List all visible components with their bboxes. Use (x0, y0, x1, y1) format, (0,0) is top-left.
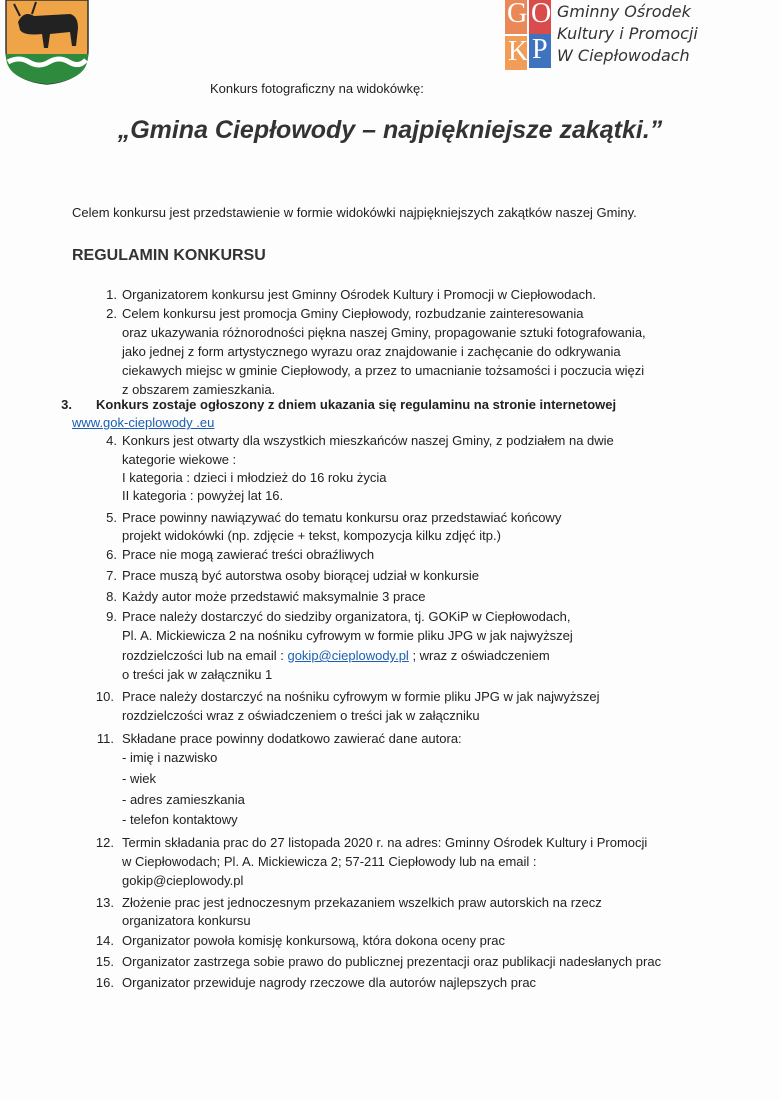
item-line-text: - imię i nazwisko (122, 750, 218, 765)
item-number: 9. (106, 609, 117, 624)
item-line (122, 628, 573, 643)
subtitle: Konkurs fotograficzny na widokówkę: (210, 81, 424, 96)
item-line (122, 470, 386, 485)
item-line-text: Organizator zastrzega sobie prawo do publicznej prezentacji oraz publikacji nadesłanych prac (122, 954, 662, 969)
item-line-text: - adres zamieszkania (122, 792, 245, 807)
item-line (122, 528, 501, 543)
gok-name-line: Gminny Ośrodek (557, 2, 691, 21)
item-line (122, 792, 245, 807)
item-line (122, 568, 479, 583)
item-line (122, 648, 550, 663)
item-line-text: rozdzielczości wraz z oświadczeniem o treści jak w załączniku (122, 708, 480, 723)
item-line (122, 771, 156, 786)
gok-name-line: W Ciepłowodach (557, 46, 690, 65)
item-line-text: ; wraz z oświadczeniem (408, 648, 550, 663)
item-line (122, 452, 236, 467)
item-line-text: Organizator przewiduje nagrody rzeczowe dla autorów najlepszych prac (122, 975, 537, 990)
item-line (122, 913, 251, 928)
item-line-text: z obszarem zamieszkania. (122, 382, 276, 397)
item-line-text: - telefon kontaktowy (122, 812, 238, 827)
item-line-text: Pl. A. Mickiewicza 2 na nośniku cyfrowym w formie pliku JPG w jak najwyższej (122, 628, 573, 643)
item-line (122, 750, 217, 765)
gok-name-line: Kultury i Promocji (557, 24, 698, 43)
item-line (122, 488, 283, 503)
item-line-text: oraz ukazywania różnorodności piękna naszej Gminy, propagowanie sztuki fotografowania, (122, 325, 646, 340)
page-title: „Gmina Ciepłowody – najpiękniejsze zakątki.” (117, 116, 663, 144)
gmina-crest-logo (4, 0, 90, 86)
item-line (122, 363, 644, 378)
item-line-text: I kategoria : dzieci i młodzież do 16 roku życia (122, 470, 387, 485)
item-line-text: jako jednej z form artystycznego wyrazu oraz znajdowanie i zachęcanie do odkrywania (122, 344, 621, 359)
item-line (122, 344, 621, 359)
item-number: 15. (95, 954, 114, 969)
item-line-text: Organizator powoła komisję konkursową, która dokona oceny prac (122, 933, 505, 948)
item-line (122, 287, 596, 302)
item-number: 5. (106, 510, 117, 525)
item-line-text: Termin składania prac do 27 listopada 2020 r. na adres: Gminny Ośrodek Kultury i Promocji (122, 835, 648, 850)
item-line-text: Prace muszą być autorstwa osoby biorącej udział w konkursie (122, 568, 479, 583)
item-line-text: Prace nie mogą zawierać treści obraźliwych (122, 547, 375, 562)
item-line (122, 306, 583, 321)
item-line (122, 609, 570, 624)
item-number: 6. (106, 547, 117, 562)
item-line-text: o treści jak w załączniku 1 (122, 667, 273, 682)
item-number: 1. (106, 287, 117, 302)
item-line (122, 547, 374, 562)
item-number: 4. (106, 433, 117, 448)
item-line (122, 433, 614, 448)
item-number: 3. (61, 397, 72, 412)
item-line-text: Każdy autor może przedstawić maksymalnie 3 prace (122, 589, 426, 604)
item-line (122, 975, 536, 990)
item-line (122, 895, 602, 910)
section-heading: REGULAMIN KONKURSU (72, 247, 266, 264)
item-line-text: Konkurs jest otwarty dla wszystkich mieszkańców naszej Gminy, z podziałem na dwie (122, 433, 614, 448)
item-line-text: Konkurs zostaje ogłoszony z dniem ukazania się regulaminu na stronie internetowej (96, 397, 617, 412)
item-line (122, 667, 272, 682)
item-line (122, 589, 425, 604)
item-line (122, 382, 275, 397)
item-number: 14. (95, 933, 114, 948)
item-number: 2. (106, 306, 117, 321)
website-link[interactable]: www.gok-cieplowody .eu (72, 415, 215, 430)
item-line (122, 731, 462, 746)
item-line-text: gokip@cieplowody.pl (122, 873, 244, 888)
item-line (122, 510, 561, 525)
intro-text: Celem konkursu jest przedstawienie w formie widokówki najpiękniejszych zakątków naszej Gminy. (72, 205, 637, 220)
item-line (122, 689, 600, 704)
item-number: 7. (106, 568, 117, 583)
item-line-text: - wiek (122, 771, 156, 786)
item-line-text: w Ciepłowodach; Pl. A. Mickiewicza 2; 57-211 Ciepłowody lub na email : (122, 854, 537, 869)
item-line-text: kategorie wiekowe : (122, 452, 237, 467)
item-number: 8. (106, 589, 117, 604)
item-line (122, 933, 505, 948)
item-line-text: Organizatorem konkursu jest Gminny Ośrodek Kultury i Promocji w Ciepłowodach. (122, 287, 596, 302)
item-line (122, 835, 647, 850)
item-line (122, 873, 243, 888)
item-number: 16. (95, 975, 114, 990)
item-number: 12. (95, 835, 114, 850)
item-line (122, 954, 661, 969)
item-number: 11. (96, 731, 114, 746)
gokip-logo: G O K P Gminny Ośrodek Kultury i Promocji W Ciepłowodach (505, 0, 745, 72)
item-number: 10. (95, 689, 114, 704)
item-line-text: organizatora konkursu (122, 913, 251, 928)
item-line-text: projekt widokówki (np. zdjęcie + tekst, kompozycja kilku zdjęć itp.) (122, 528, 501, 543)
item-line-text: ciekawych miejsc w gminie Ciepłowody, a przez to umacnianie tożsamości i poczucia więzi (122, 363, 645, 378)
item-line-text: Celem konkursu jest promocja Gminy Ciepłowody, rozbudzanie zainteresowania (122, 306, 584, 321)
item-line-text: rozdzielczości lub na email : (122, 648, 288, 663)
item-line-text: Prace należy dostarczyć na nośniku cyfrowym w formie pliku JPG w jak najwyższej (122, 689, 600, 704)
item-line (96, 397, 616, 412)
item-line-text: Prace należy dostarczyć do siedziby organizatora, tj. GOKiP w Ciepłowodach, (122, 609, 571, 624)
item-line (122, 854, 537, 869)
item-number: 13. (95, 895, 114, 910)
item-line-text: II kategoria : powyżej lat 16. (122, 488, 284, 503)
item-line-text: Prace powinny nawiązywać do tematu konkursu oraz przedstawiać końcowy (122, 510, 562, 525)
email-link[interactable]: gokip@cieplowody.pl (287, 648, 409, 663)
item-line (122, 708, 480, 723)
item-line (122, 325, 646, 340)
item-line (122, 812, 238, 827)
item-line-text: Składane prace powinny dodatkowo zawierać dane autora: (122, 731, 462, 746)
item-line-text: Złożenie prac jest jednoczesnym przekazaniem wszelkich praw autorskich na rzecz (122, 895, 602, 910)
